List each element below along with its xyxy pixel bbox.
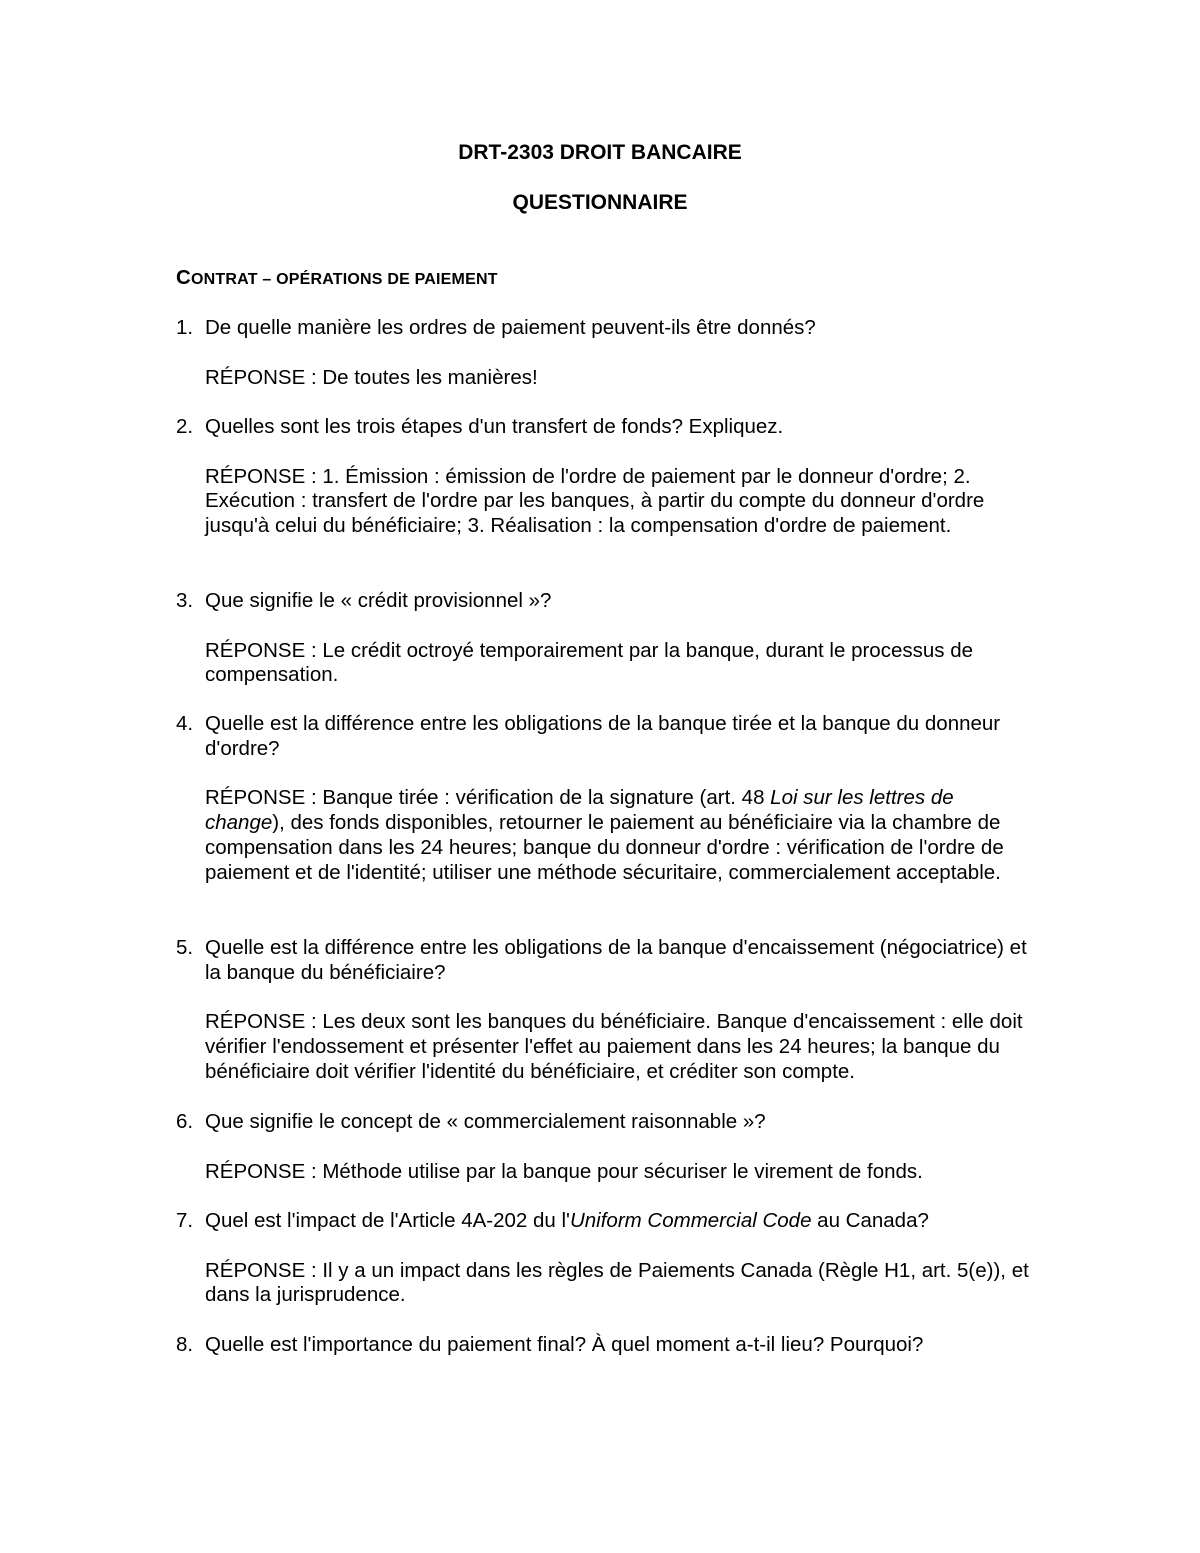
answer: RÉPONSE : Méthode utilise par la banque pour sécuriser le virement de fonds. <box>205 1159 923 1183</box>
qa-item-7 <box>176 1209 1036 1308</box>
question-number: 4. <box>176 712 194 735</box>
question <box>176 712 1036 762</box>
qa-item-4 <box>176 712 1036 886</box>
question <box>176 1110 1036 1135</box>
question-text: Que signifie le concept de « commercialement raisonnable »? <box>205 1110 766 1133</box>
answer: RÉPONSE : Il y a un impact dans les règles de Paiements Canada (Règle H1, art. 5(e)), et dans la jurisprudence. <box>205 1258 1029 1307</box>
document-type-title: QUESTIONNAIRE <box>512 191 688 214</box>
qa-item-3 <box>176 589 1036 688</box>
code-title-italic: Uniform Commercial Code <box>569 1209 812 1232</box>
question-text <box>205 1209 929 1232</box>
section-heading <box>176 266 498 290</box>
answer <box>176 786 1036 885</box>
answer-text-start: RÉPONSE : Banque tirée : vérification de la signature (art. 48 <box>205 786 771 810</box>
question-number: 3. <box>176 589 194 612</box>
answer-text-end: ), des fonds disponibles, retourner le paiement au bénéficiaire via la chambre de compensation dans les 24 heures; banque du donneur d'ordre : vérification de l'ordre de paiement et de l'identité; utiliser une méthode sécuritaire, commercialement acceptable. <box>205 811 1004 884</box>
course-title: DRT-2303 DROIT BANCAIRE <box>458 141 742 164</box>
question <box>176 589 1036 614</box>
answer: RÉPONSE : Les deux sont les banques du bénéficiaire. Banque d'encaissement : elle doit vérifier l'endossement et présenter l'effet au paiement dans les 24 heures; la banque du bénéficiaire doit vérifier l'identité du bénéficiaire, et créditer son compte. <box>205 1010 1023 1083</box>
question-number: 5. <box>176 936 194 959</box>
answer: RÉPONSE : 1. Émission : émission de l'ordre de paiement par le donneur d'ordre; 2. Exécution : transfert de l'ordre par les banques, à partir du compte du donneur d'ordre jusqu'à celui du bénéficiaire; 3. Réalisation : la compensation d'ordre de paiement. <box>205 464 985 538</box>
qa-item-2 <box>176 415 1036 539</box>
question-number: 1. <box>176 316 194 339</box>
answer: RÉPONSE : De toutes les manières! <box>205 365 538 389</box>
question-text: Quelles sont les trois étapes d'un transfert de fonds? Expliquez. <box>205 415 784 438</box>
question-number: 2. <box>176 415 194 438</box>
question-number: 8. <box>176 1333 194 1356</box>
qa-item-1 <box>176 316 1036 390</box>
question-text: Quelle est la différence entre les obligations de la banque d'encaissement (négociatrice) et la banque du bénéficiaire? <box>205 936 1027 984</box>
question <box>176 415 1036 440</box>
question <box>176 316 1036 341</box>
qa-item-6 <box>176 1110 1036 1184</box>
qa-item-5 <box>176 936 1036 1085</box>
question-text-end: au Canada? <box>811 1209 929 1232</box>
question-text-start: Quel est l'impact de l'Article 4A-202 du l' <box>205 1209 570 1232</box>
question <box>176 936 1036 986</box>
question-text: De quelle manière les ordres de paiement peuvent-ils être donnés? <box>205 316 816 339</box>
qa-item-8 <box>176 1333 1036 1358</box>
question-number: 6. <box>176 1110 194 1133</box>
question-text: Quelle est l'importance du paiement final? À quel moment a-t-il lieu? Pourquoi? <box>205 1333 924 1356</box>
question <box>176 1209 1036 1234</box>
question-number: 7. <box>176 1209 194 1232</box>
statute-title-italic: Loi sur les lettres de change <box>205 786 954 835</box>
section-heading-rest: ONTRAT – OPÉRATIONS DE PAIEMENT <box>191 271 498 288</box>
question-text: Quelle est la différence entre les obligations de la banque tirée et la banque du donneur d'ordre? <box>205 712 1001 760</box>
answer: RÉPONSE : Le crédit octroyé temporairement par la banque, durant le processus de compensation. <box>205 638 974 687</box>
question-text: Que signifie le « crédit provisionnel »? <box>205 589 552 612</box>
section-heading-initial: C <box>176 266 192 289</box>
question <box>176 1333 1036 1358</box>
